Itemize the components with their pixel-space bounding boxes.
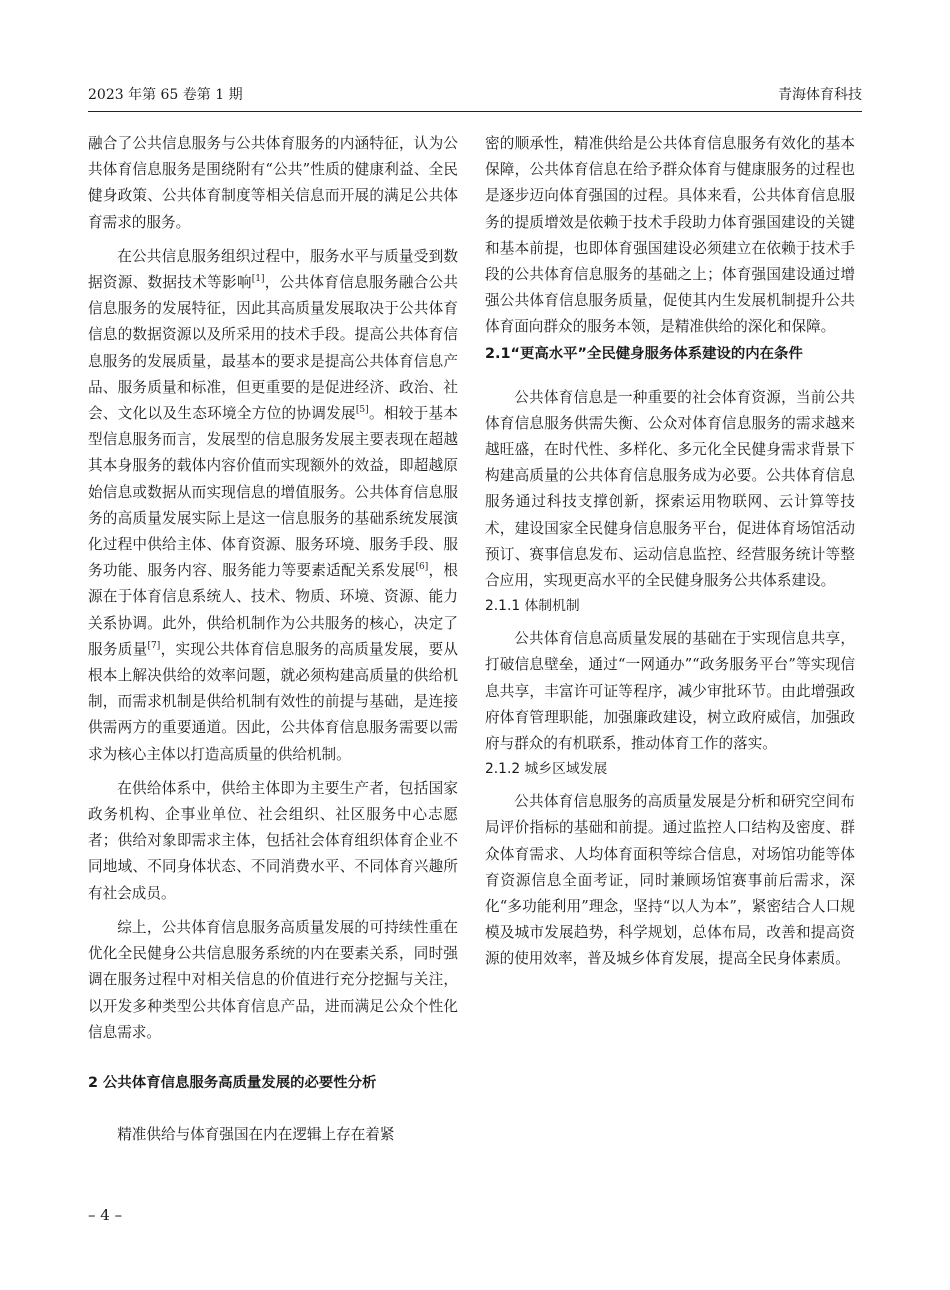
header-divider — [88, 111, 862, 112]
paragraph: 公共体育信息高质量发展的基础在于实现信息共享，打破信息壁垒，通过“一网通办”“政务服务平台”等实现信息共享，丰富许可证等程序，减少审批环节。由此增强政府体育管理职能，加强廉政建设，树立政府威信，加强政府与群众的有机联系，推动体育工作的落实。 — [485, 630, 855, 753]
citation: [7] — [147, 641, 161, 651]
subsubsection-heading: 2.1.1 体制机制 — [485, 598, 580, 615]
text: ，根源在于体育信息系统人、技术、物质、环境、资源、能力关系协调。此外，供给机制作为公共服务的核心，决定了服务质量 — [88, 562, 458, 658]
citation: [5] — [355, 405, 369, 416]
paragraph: 综上，公共体育信息服务高质量发展的可持续性重在优化全民健身公共信息服务系统的内在要素关系，同时强调在服务过程中对相关信息的价值进行充分挖掘与关注，以开发多种类型公共体育信息产品，进而满足公众个性化信息需求。 — [88, 918, 458, 1041]
citation: [6] — [415, 562, 429, 573]
paragraph: 公共体育信息是一种重要的社会体育资源，当前公共体育信息服务供需失衡、公众对体育信息服务的需求越来越旺盛，在时代性、多样化、多元化全民健身需求背景下构建高质量的公共体育信息服务成为必要。公共体育信息服务通过科技支撑创新，探索运用物联网、云计算等技术，建设国家全民健身信息服务平台，促进体育场馆活动预订、赛事信息发布、运动信息监控、经营服务统计等整合应用，实现更高水平的全民健身服务公共体系建设。 — [485, 388, 855, 590]
paragraph — [88, 244, 458, 768]
page-number: – 4 – — [88, 1206, 123, 1224]
journal-issue: 2023 年第 65 卷第 1 期 — [88, 87, 243, 103]
paragraph: 在供给体系中，供给主体即为主要生产者，包括国家政务机构、企事业单位、社会组织、社区服务中心志愿者；供给对象即需求主体，包括社会体育组织体育企业不同地域、不同身体状态、不同消费水平、不同体育兴趣所有社会成员。 — [88, 779, 458, 902]
paragraph: 融合了公共信息服务与公共体育服务的内涵特征，认为公共体育信息服务是围绕附有“公共”性质的健康利益、全民健身政策、公共体育制度等相关信息而开展的满足公共体育需求的服务。 — [88, 135, 458, 231]
subsubsection-heading: 2.1.2 城乡区域发展 — [485, 761, 608, 778]
subsection-heading: 2.1“更高水平”全民健身服务体系建设的内在条件 — [485, 345, 803, 362]
section-heading: 2 公共体育信息服务高质量发展的必要性分析 — [88, 1074, 377, 1091]
paragraph: 密的顺承性，精准供给是公共体育信息服务有效化的基本保障，公共体育信息在给予群众体育与健康服务的过程也是逐步迈向体育强国的过程。具体来看，公共体育信息服务的提质增效是依赖于技术手段助力体育强国建设的关键和基本前提，也即体育强国建设必须建立在依赖于技术手段的公共体育信息服务的基础之上；体育强国建设通过增强公共体育信息服务质量，促使其内生发展机制提升公共体育面向群众的服务本领，是精准供给的深化和保障。 — [485, 135, 855, 336]
text: 。相较于基本型信息服务而言，发展型的信息服务发展主要表现在超越其本身服务的载体内容价值而实现额外的效益，即超越原始信息或数据从而实现信息的增值服务。公共体育信息服务的高质量发展实际上是这一信息服务的基础系统发展演化过程中供给主体、体育资源、服务环境、服务手段、服务功能、服务内容、服务能力等要素适配关系发展 — [88, 405, 458, 580]
text: ，公共体育信息服务融合公共信息服务的发展特征，因此其高质量发展取决于公共体育信息的数据资源以及所采用的技术手段。提高公共体育信息服务的发展质量，最基本的要求是提高公共体育信息产品、服务质量和标准，但更重要的是促进经济、政治、社会、文化以及生态环境全方位的协调发展 — [88, 274, 458, 423]
paragraph: 精准供给与体育强国在内在逻辑上存在着紧 — [117, 1125, 395, 1143]
paragraph: 公共体育信息服务的高质量发展是分析和研究空间布局评价指标的基础和前提。通过监控人口结构及密度、群众体育需求、人均体育面积等综合信息，对场馆功能等体育资源信息全面考证，同时兼顾场馆赛事前后需求，深化“多功能利用”理念，坚持“以人为本”，紧密结合人口规模及城市发展趋势，科学规划，总体布局，改善和提高资源的使用效率，普及城乡体育发展，提高全民身体素质。 — [485, 793, 855, 968]
citation: [1] — [251, 274, 265, 285]
journal-title: 青海体育科技 — [778, 87, 862, 103]
text: ，实现公共体育信息服务的高质量发展，要从根本上解决供给的效率问题，就必须构建高质量的供给机制，而需求机制是供给机制有效性的前提与基础，是连接供需两方的重要通道。因此，公共体育信息服务需要以需求为核心主体以打造高质量的供给机制。 — [88, 640, 458, 763]
right-column — [485, 131, 855, 973]
text: 在公共信息服务组织过程中，服务水平与质量受到数据资源、数据技术等影响 — [88, 247, 458, 292]
left-column — [88, 131, 458, 1148]
